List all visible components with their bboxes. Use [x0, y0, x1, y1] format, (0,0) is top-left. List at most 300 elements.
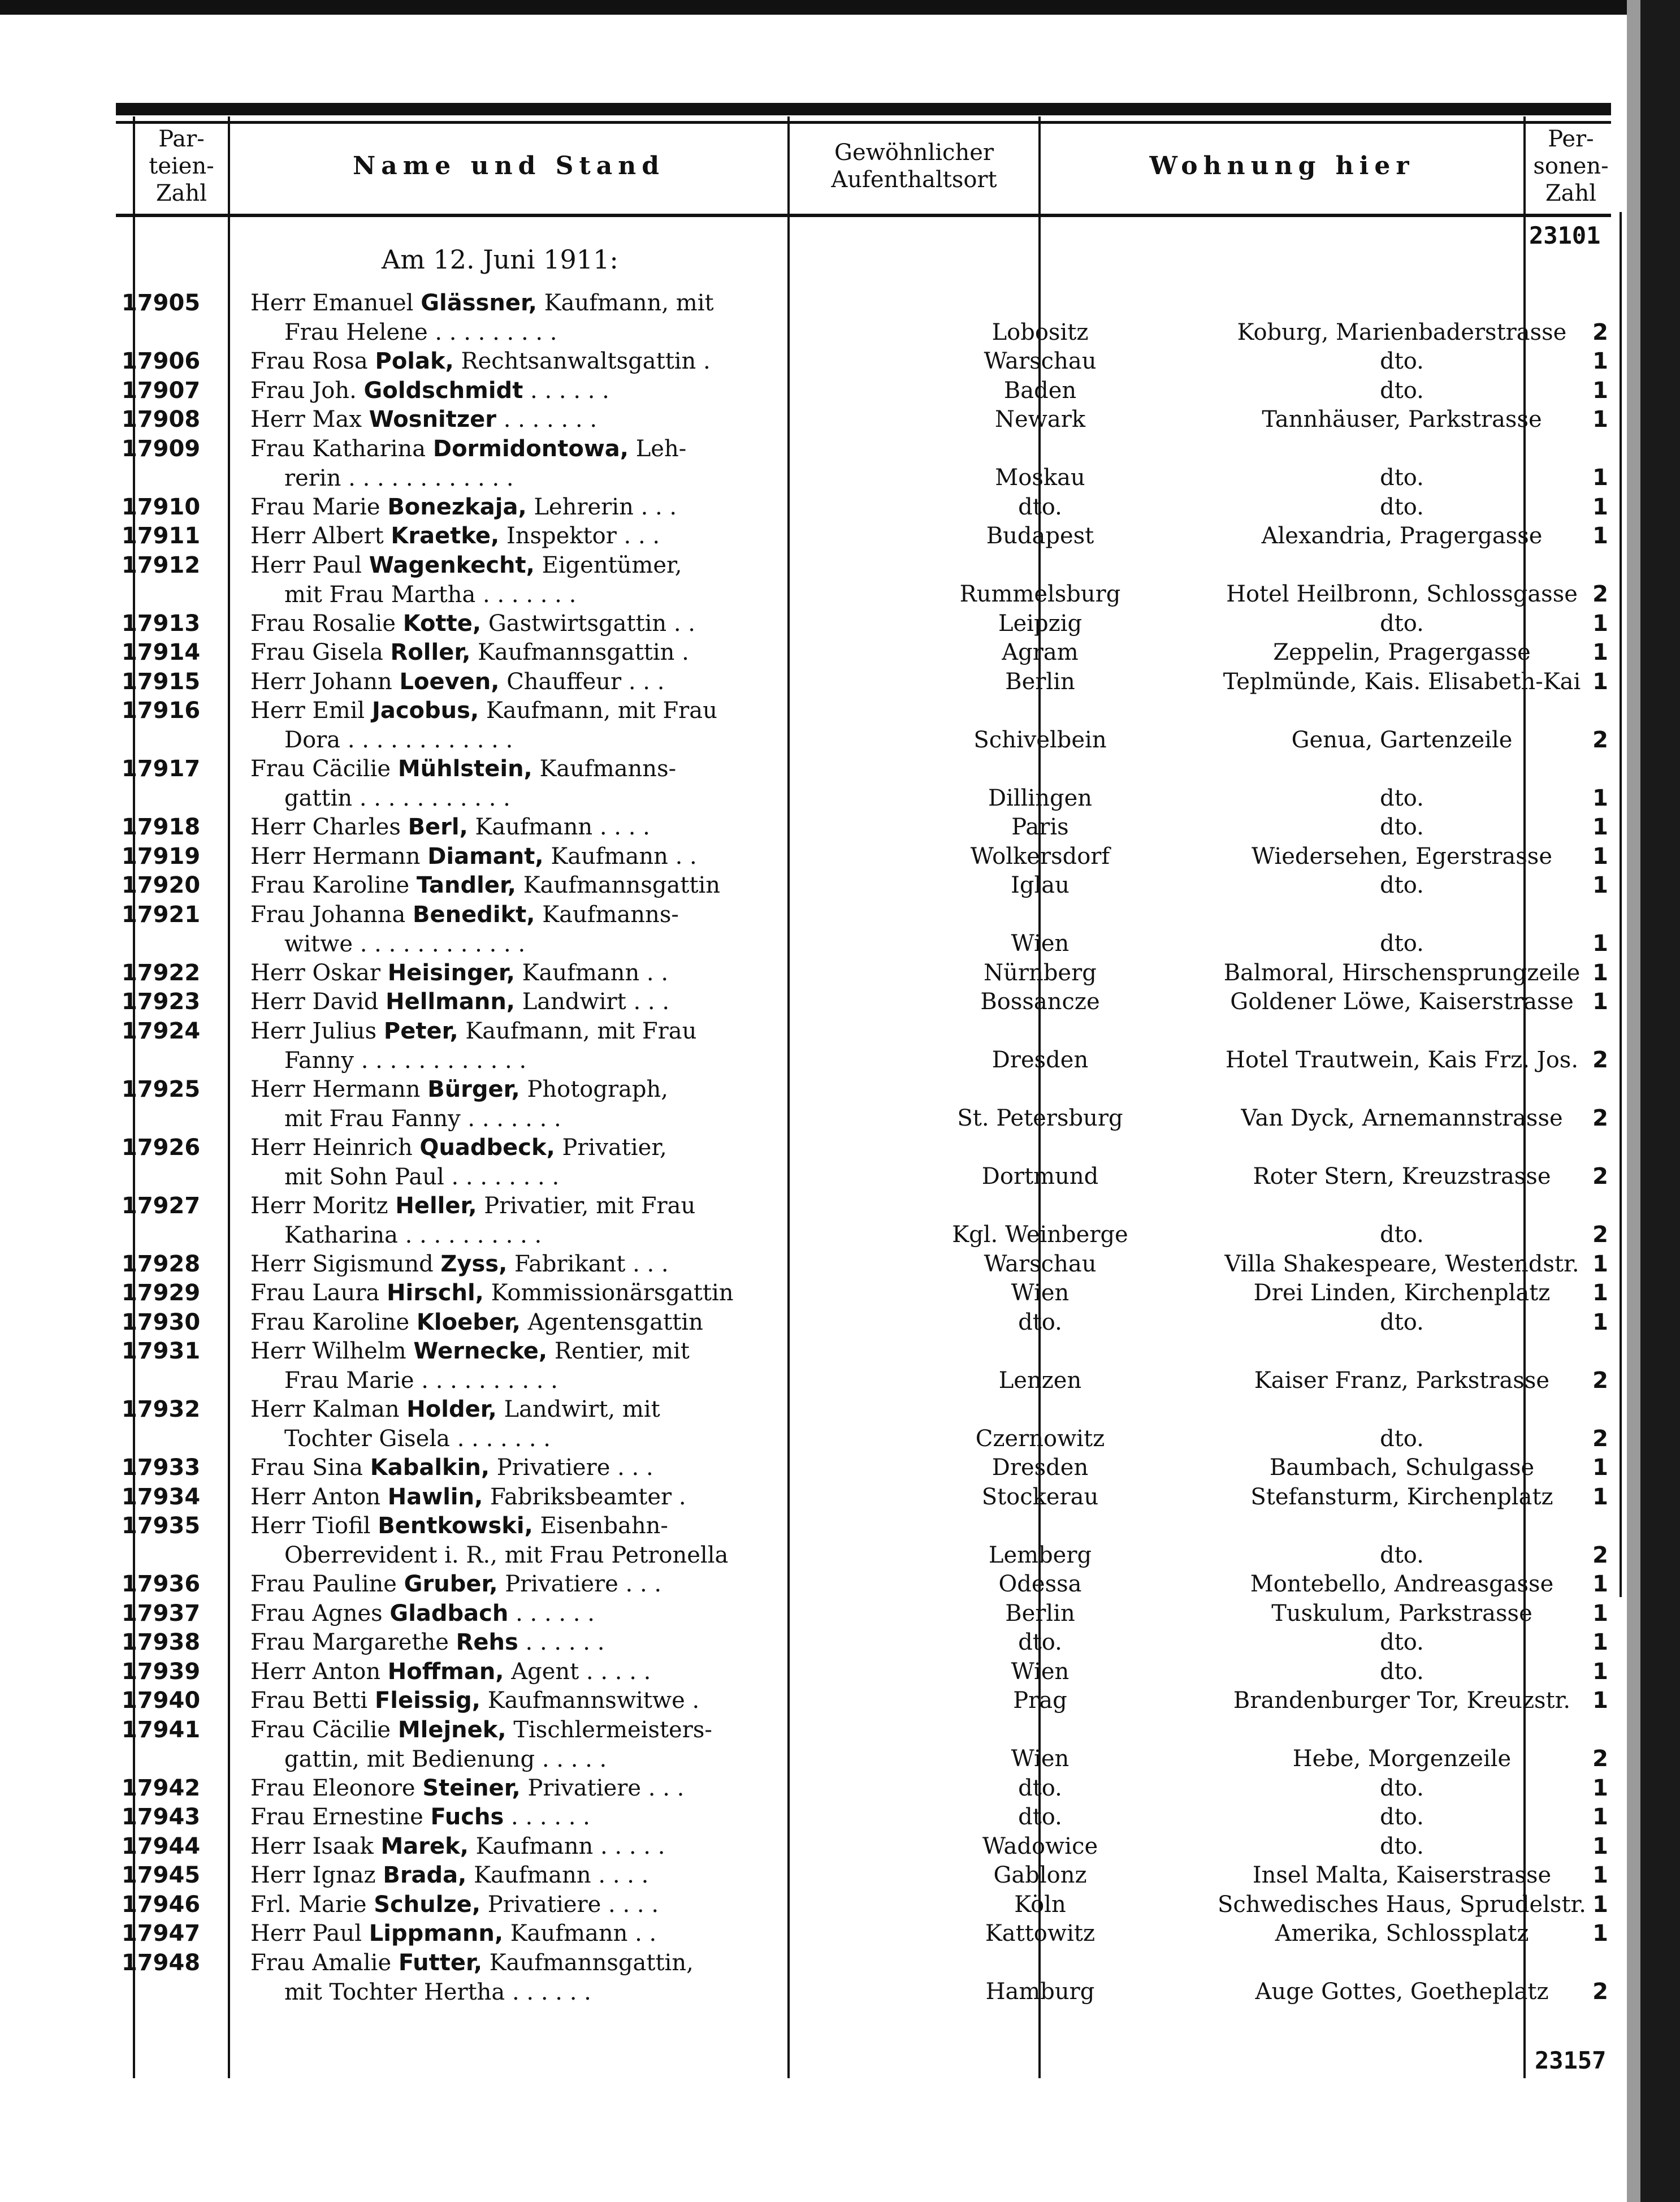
entry-wohnung: Wiedersehen, Egerstrasse — [1252, 843, 1552, 869]
entry-name — [250, 754, 895, 813]
entry-surname: Dormidontowa, — [432, 435, 629, 462]
entry-row — [116, 900, 1611, 958]
entry-personen: 1 — [1592, 406, 1608, 432]
entry-surname: Bentkowski, — [378, 1513, 533, 1539]
entry-description: Kaufmann, mit Frau — [465, 1018, 697, 1044]
entry-surname: Kabalkin, — [370, 1455, 490, 1481]
entry-continuation: mit Tochter Hertha . . . . . . — [284, 1979, 591, 2005]
entry-title: Herr Wilhelm — [250, 1338, 406, 1364]
entry-personen: 1 — [1592, 1309, 1608, 1335]
entry-description: Kaufmann . . — [551, 843, 697, 869]
entry-name — [250, 1773, 895, 1803]
entry-aufenthaltsort: Czernowitz — [975, 1425, 1105, 1452]
entry-aufenthaltsort: Lobositz — [991, 319, 1089, 345]
entry-title: Herr Kalman — [250, 1396, 400, 1422]
entry-description: Kaufmann . . . . — [474, 1862, 649, 1888]
entry-wohnung: dto. — [1380, 1658, 1424, 1685]
entry-description: Kaufmann, mit Frau — [486, 698, 717, 724]
entry-row — [116, 1453, 1611, 1482]
entry-name — [250, 1278, 895, 1308]
entry-row — [116, 1773, 1611, 1803]
entry-surname: Holder, — [406, 1396, 497, 1422]
entry-number: 17943 — [122, 1804, 201, 1830]
entry-description: . . . . . . . — [503, 406, 597, 432]
entry-name — [250, 987, 895, 1016]
entry-wohnung: dto. — [1380, 465, 1424, 491]
header-name-und-stand: Name und Stand — [352, 152, 665, 180]
entry-aufenthaltsort: Warschau — [984, 348, 1097, 374]
entry-description: Fabriksbeamter . — [490, 1483, 686, 1510]
entry-personen: 2 — [1592, 1542, 1608, 1568]
entry-description: Kaufmannswitwe . — [487, 1688, 700, 1714]
entry-personen: 1 — [1592, 494, 1608, 520]
entry-surname: Mühlstein, — [397, 756, 532, 782]
entry-name — [250, 900, 895, 959]
entry-surname: Rehs — [456, 1629, 518, 1655]
entry-personen: 2 — [1592, 319, 1608, 345]
entry-number: 17918 — [122, 814, 201, 840]
entry-row — [116, 551, 1611, 609]
entry-title: Frau Karoline — [250, 872, 410, 898]
entry-wohnung: dto. — [1380, 1542, 1424, 1568]
entry-aufenthaltsort: Stockerau — [981, 1483, 1099, 1510]
entry-number: 17924 — [122, 1018, 201, 1044]
entry-description: . . . . . . — [511, 1804, 590, 1830]
entry-row — [116, 1511, 1611, 1569]
entry-number: 17930 — [122, 1309, 201, 1335]
entry-personen: 2 — [1592, 581, 1608, 607]
entry-personen: 1 — [1592, 1658, 1608, 1685]
entry-description: Kaufmannsgattin, — [489, 1949, 694, 1976]
entry-number: 17946 — [122, 1891, 201, 1918]
entry-title: Frau Amalie — [250, 1949, 392, 1976]
entry-surname: Marek, — [380, 1833, 469, 1859]
entry-description: Kaufmann . . — [522, 959, 669, 986]
entry-aufenthaltsort: Dresden — [991, 1047, 1089, 1073]
entry-personen: 1 — [1592, 1920, 1608, 1946]
entry-wohnung: Genua, Gartenzeile — [1291, 726, 1513, 753]
entry-aufenthaltsort: Wien — [1011, 1280, 1070, 1306]
entry-row — [116, 1599, 1611, 1628]
entry-surname: Peter, — [383, 1018, 458, 1044]
entry-name — [250, 1336, 895, 1395]
entry-description: Gastwirtsgattin . . — [488, 610, 695, 637]
entry-number: 17905 — [122, 290, 201, 316]
entry-number: 17945 — [122, 1862, 201, 1888]
entry-name — [250, 1249, 895, 1279]
entry-wohnung: Koburg, Marienbaderstrasse — [1237, 319, 1567, 345]
entry-wohnung: Montebello, Andreasgasse — [1250, 1571, 1554, 1597]
entry-title: Herr Paul — [250, 552, 362, 578]
entry-personen: 2 — [1592, 1163, 1608, 1189]
entry-wohnung: Alexandria, Pragergasse — [1261, 523, 1543, 549]
entry-description: Landwirt, mit — [504, 1396, 660, 1422]
entry-personen: 1 — [1592, 1280, 1608, 1306]
entry-continuation: Fanny . . . . . . . . . . . . — [284, 1047, 527, 1074]
entry-personen: 1 — [1592, 785, 1608, 811]
entry-description: Chauffeur . . . — [506, 668, 665, 695]
entry-aufenthaltsort: Wien — [1011, 1658, 1070, 1685]
entry-name — [250, 609, 895, 638]
entry-description: Tischlermeisters- — [513, 1716, 712, 1743]
entry-title: Frau Marie — [250, 494, 380, 520]
entry-row — [116, 871, 1611, 900]
entry-description: . . . . . . — [530, 377, 609, 404]
entry-title: Herr Ignaz — [250, 1862, 376, 1888]
entry-surname: Hirschl, — [387, 1280, 484, 1306]
entry-name — [250, 1890, 895, 1919]
entry-number: 17920 — [122, 872, 201, 898]
entry-number: 17947 — [122, 1920, 201, 1946]
entry-wohnung: dto. — [1380, 1629, 1424, 1655]
entry-personen: 1 — [1592, 523, 1608, 549]
entry-title: Herr Max — [250, 406, 362, 432]
entry-personen: 2 — [1592, 1367, 1608, 1394]
entry-description: Rentier, mit — [554, 1338, 690, 1364]
entry-continuation: Frau Helene . . . . . . . . . — [284, 319, 557, 345]
entry-row — [116, 1278, 1611, 1308]
entry-number: 17942 — [122, 1775, 201, 1801]
entry-title: Frau Ernestine — [250, 1804, 423, 1830]
entry-title: Herr Anton — [250, 1658, 381, 1685]
entry-wohnung: Tuskulum, Parkstrasse — [1271, 1600, 1532, 1626]
entry-row — [116, 1832, 1611, 1861]
entry-aufenthaltsort: Kgl. Weinberge — [952, 1222, 1128, 1248]
entry-name — [250, 492, 895, 522]
entry-personen: 1 — [1592, 1629, 1608, 1655]
entry-surname: Zyss, — [440, 1251, 508, 1277]
entry-description: Privatier, — [562, 1134, 667, 1161]
entry-name — [250, 1861, 895, 1890]
entry-title: Herr Emil — [250, 698, 365, 724]
entry-surname: Gladbach — [389, 1600, 509, 1626]
entry-aufenthaltsort: Lemberg — [988, 1542, 1092, 1568]
entry-row — [116, 521, 1611, 551]
entry-surname: Bonezkaja, — [387, 494, 527, 520]
entry-title: Herr Sigismund — [250, 1251, 434, 1277]
entry-surname: Lippmann, — [369, 1920, 504, 1946]
entry-continuation: Frau Marie . . . . . . . . . . — [284, 1368, 558, 1394]
entry-wohnung: Brandenburger Tor, Kreuzstr. — [1233, 1688, 1571, 1714]
header-aufenthaltsort: Gewöhnlicher Aufenthaltsort — [831, 140, 997, 193]
entry-personen: 1 — [1592, 610, 1608, 637]
entry-surname: Mlejnek, — [397, 1716, 506, 1743]
entry-number: 17912 — [122, 552, 201, 578]
entry-aufenthaltsort: Gablonz — [993, 1862, 1087, 1888]
entry-name — [250, 551, 895, 609]
entry-personen: 1 — [1592, 872, 1608, 898]
entry-title: Herr Anton — [250, 1483, 381, 1510]
entry-row — [116, 492, 1611, 522]
entry-name — [250, 638, 895, 667]
entry-row — [116, 1016, 1611, 1075]
entry-description: Photograph, — [527, 1076, 669, 1102]
entry-row — [116, 958, 1611, 988]
entry-surname: Kloeber, — [416, 1309, 521, 1335]
entry-personen: 1 — [1592, 1891, 1608, 1918]
entry-wohnung: Amerika, Schlossplatz — [1275, 1920, 1529, 1946]
column-line — [1620, 212, 1622, 1597]
entry-name — [250, 842, 895, 871]
entry-row — [116, 1890, 1611, 1919]
entry-aufenthaltsort: Kattowitz — [985, 1920, 1096, 1946]
entry-aufenthaltsort: Baden — [1003, 377, 1077, 404]
entry-number: 17934 — [122, 1483, 201, 1510]
entry-name — [250, 1628, 895, 1657]
entry-continuation: mit Sohn Paul . . . . . . . . — [284, 1163, 560, 1190]
entry-title: Frl. Marie — [250, 1891, 367, 1918]
entry-title: Herr Moritz — [250, 1192, 388, 1219]
entry-name — [250, 1715, 895, 1774]
entry-personen: 2 — [1592, 1425, 1608, 1452]
entry-row — [116, 1861, 1611, 1890]
entry-aufenthaltsort: Newark — [994, 406, 1086, 432]
entry-name — [250, 1599, 895, 1628]
entry-name — [250, 434, 895, 493]
entry-name — [250, 696, 895, 755]
entry-title: Herr Oskar — [250, 959, 381, 986]
entry-aufenthaltsort: Dillingen — [988, 785, 1093, 811]
entry-number: 17916 — [122, 698, 201, 724]
entry-aufenthaltsort: Wien — [1011, 931, 1070, 957]
entry-description: Leh- — [635, 435, 687, 462]
entry-title: Frau Eleonore — [250, 1775, 415, 1801]
entry-number: 17927 — [122, 1192, 201, 1219]
entry-surname: Steiner, — [422, 1775, 521, 1801]
entry-wohnung: Baumbach, Schulgasse — [1269, 1455, 1535, 1481]
entry-wohnung: Zeppelin, Pragergasse — [1273, 639, 1531, 665]
entry-name — [250, 1016, 895, 1075]
entry-personen: 1 — [1592, 639, 1608, 665]
entry-continuation: Oberrevident i. R., mit Frau Petronella — [284, 1542, 729, 1568]
entry-wohnung: dto. — [1380, 377, 1424, 404]
entry-wohnung: dto. — [1380, 1309, 1424, 1335]
entry-name — [250, 958, 895, 988]
entry-number: 17937 — [122, 1600, 201, 1626]
entry-row — [116, 1336, 1611, 1395]
entry-description: . . . . . . — [516, 1600, 595, 1626]
entry-title: Frau Margarethe — [250, 1629, 449, 1655]
entry-description: Agent . . . . . — [511, 1658, 651, 1685]
entry-wohnung: dto. — [1380, 1833, 1424, 1859]
entry-aufenthaltsort: Wien — [1011, 1746, 1070, 1772]
entry-personen: 2 — [1592, 1105, 1608, 1131]
entry-number: 17935 — [122, 1513, 201, 1539]
entry-row — [116, 1482, 1611, 1512]
entry-title: Herr Johann — [250, 668, 392, 695]
entry-personen: 1 — [1592, 1571, 1608, 1597]
entry-personen: 1 — [1592, 668, 1608, 695]
entry-description: Landwirt . . . — [522, 989, 670, 1015]
entry-personen: 1 — [1592, 348, 1608, 374]
entry-description: Lehrerin . . . — [534, 494, 677, 520]
entry-personen: 1 — [1592, 959, 1608, 986]
entry-description: Kaufmann, mit — [544, 290, 714, 316]
entry-name — [250, 521, 895, 551]
entry-wohnung: Stefansturm, Kirchenplatz — [1250, 1483, 1553, 1510]
entry-description: Kaufmann . . . . — [475, 814, 650, 840]
entry-surname: Loeven, — [399, 668, 500, 695]
entry-description: Inspektor . . . — [506, 523, 660, 549]
entry-name — [250, 376, 895, 405]
entry-wohnung: Van Dyck, Arnemannstrasse — [1241, 1105, 1563, 1131]
entry-aufenthaltsort: Köln — [1014, 1891, 1066, 1918]
entry-surname: Polak, — [375, 348, 454, 374]
header-rule — [116, 214, 1611, 217]
entry-aufenthaltsort: Bossancze — [980, 989, 1100, 1015]
entry-name — [250, 1657, 895, 1686]
entry-aufenthaltsort: Hamburg — [985, 1979, 1095, 2005]
entry-aufenthaltsort: dto. — [1018, 494, 1062, 520]
entry-number: 17936 — [122, 1571, 201, 1597]
entry-title: Herr Heinrich — [250, 1134, 413, 1161]
entry-name — [250, 1511, 895, 1570]
entry-wohnung: Villa Shakespeare, Westendstr. — [1224, 1251, 1579, 1277]
entry-description: Fabrikant . . . — [514, 1251, 669, 1277]
entry-wohnung: Hebe, Morgenzeile — [1292, 1746, 1512, 1772]
entry-description: Kaufmann . . — [510, 1920, 657, 1946]
entry-surname: Diamant, — [427, 843, 544, 869]
entry-name — [250, 1308, 895, 1337]
entry-surname: Wosnitzer — [369, 406, 497, 432]
entry-surname: Goldschmidt — [363, 377, 523, 404]
entry-aufenthaltsort: Wadowice — [982, 1833, 1098, 1859]
entry-aufenthaltsort: Iglau — [1011, 872, 1070, 898]
entry-row — [116, 1919, 1611, 1948]
entry-aufenthaltsort: Dortmund — [981, 1163, 1099, 1189]
entry-row — [116, 754, 1611, 812]
entry-personen: 1 — [1592, 989, 1608, 1015]
entry-aufenthaltsort: Leipzig — [998, 610, 1083, 637]
entry-row — [116, 638, 1611, 667]
scan-border-shadow — [1627, 0, 1640, 2202]
entry-wohnung: dto. — [1380, 494, 1424, 520]
entry-name — [250, 1453, 895, 1482]
entry-personen: 1 — [1592, 814, 1608, 840]
entry-number: 17944 — [122, 1833, 201, 1859]
entry-row — [116, 1191, 1611, 1249]
entry-number: 17919 — [122, 843, 201, 869]
entry-row — [116, 1802, 1611, 1832]
entry-row — [116, 1948, 1611, 2006]
entry-number: 17941 — [122, 1716, 201, 1743]
entry-title: Frau Cäcilie — [250, 1716, 391, 1743]
entry-row — [116, 347, 1611, 376]
entry-aufenthaltsort: Warschau — [984, 1251, 1097, 1277]
entry-surname: Gruber, — [404, 1571, 498, 1597]
entry-name — [250, 1133, 895, 1192]
entry-row — [116, 1657, 1611, 1686]
entry-personen: 1 — [1592, 1483, 1608, 1510]
entry-wohnung: dto. — [1380, 1425, 1424, 1452]
entry-description: Kaufmannsgattin — [523, 872, 720, 898]
entry-wohnung: dto. — [1380, 1804, 1424, 1830]
entry-personen: 1 — [1592, 1775, 1608, 1801]
entry-continuation: witwe . . . . . . . . . . . . — [284, 931, 526, 957]
entry-aufenthaltsort: Rummelsburg — [959, 581, 1121, 607]
entry-description: Privatiere . . . . — [487, 1891, 659, 1918]
entry-wohnung: Kaiser Franz, Parkstrasse — [1254, 1367, 1550, 1394]
entry-number: 17910 — [122, 494, 201, 520]
entry-description: Privatiere . . . — [527, 1775, 685, 1801]
entry-aufenthaltsort: Budapest — [986, 523, 1094, 549]
entry-row — [116, 1569, 1611, 1599]
entry-row — [116, 1133, 1611, 1191]
entry-title: Frau Johanna — [250, 901, 406, 928]
entry-personen: 2 — [1592, 1047, 1608, 1073]
entry-description: Eigentümer, — [542, 552, 682, 578]
entry-wohnung: Auge Gottes, Goetheplatz — [1255, 1979, 1549, 2005]
entry-name — [250, 812, 895, 842]
entry-row — [116, 1075, 1611, 1133]
entry-row — [116, 842, 1611, 871]
entry-surname: Bürger, — [427, 1076, 520, 1102]
entry-personen: 1 — [1592, 931, 1608, 957]
entry-number: 17939 — [122, 1658, 201, 1685]
entry-title: Frau Laura — [250, 1280, 380, 1306]
entry-number: 17928 — [122, 1251, 201, 1277]
entry-row — [116, 812, 1611, 842]
entry-personen: 2 — [1592, 1222, 1608, 1248]
entry-number: 17922 — [122, 959, 201, 986]
entry-surname: Brada, — [383, 1862, 467, 1888]
entry-personen: 1 — [1592, 1455, 1608, 1481]
entry-aufenthaltsort: Odessa — [998, 1571, 1082, 1597]
scan-border-right — [1640, 0, 1680, 2202]
entry-row — [116, 405, 1611, 434]
entry-row — [116, 376, 1611, 405]
entry-continuation: gattin . . . . . . . . . . . — [284, 785, 510, 811]
entry-wohnung: dto. — [1380, 872, 1424, 898]
entry-surname: Tandler, — [416, 872, 516, 898]
entry-continuation: rerin . . . . . . . . . . . . — [284, 465, 514, 491]
entry-title: Herr Tiofil — [250, 1513, 371, 1539]
entry-row — [116, 1715, 1611, 1773]
entry-row — [116, 288, 1611, 347]
entry-surname: Schulze, — [374, 1891, 481, 1918]
entry-wohnung: Insel Malta, Kaiserstrasse — [1252, 1862, 1552, 1888]
entry-description: . . . . . . — [525, 1629, 605, 1655]
entry-surname: Glässner, — [421, 290, 538, 316]
entry-name — [250, 1948, 895, 2007]
entry-aufenthaltsort: Moskau — [995, 465, 1085, 491]
entry-row — [116, 434, 1611, 492]
entry-title: Herr Hermann — [250, 1076, 421, 1102]
entry-number: 17911 — [122, 523, 201, 549]
entry-number: 17917 — [122, 756, 201, 782]
entry-name — [250, 1191, 895, 1250]
entry-number: 17925 — [122, 1076, 201, 1102]
entry-wohnung: Schwedisches Haus, Sprudelstr. — [1218, 1891, 1586, 1918]
entry-aufenthaltsort: Berlin — [1005, 1600, 1075, 1626]
entry-description: Kaufmann . . . . . — [475, 1833, 665, 1859]
entry-continuation: Katharina . . . . . . . . . . — [284, 1222, 542, 1248]
entry-number: 17913 — [122, 610, 201, 637]
entry-row — [116, 1395, 1611, 1453]
entry-name — [250, 1395, 895, 1453]
entry-aufenthaltsort: Paris — [1011, 814, 1069, 840]
entry-personen: 2 — [1592, 726, 1608, 753]
entry-wohnung: Hotel Heilbronn, Schlossgasse — [1226, 581, 1578, 607]
entry-personen: 1 — [1592, 843, 1608, 869]
entry-personen: 1 — [1592, 1804, 1608, 1830]
entry-title: Herr Hermann — [250, 843, 421, 869]
entry-description: Rechtsanwaltsgattin . — [461, 348, 711, 374]
entry-surname: Heisinger, — [387, 959, 515, 986]
entry-aufenthaltsort: Nürnberg — [984, 959, 1097, 986]
top-rule-thick — [116, 103, 1611, 115]
entry-wohnung: Goldener Löwe, Kaiserstrasse — [1230, 989, 1574, 1015]
